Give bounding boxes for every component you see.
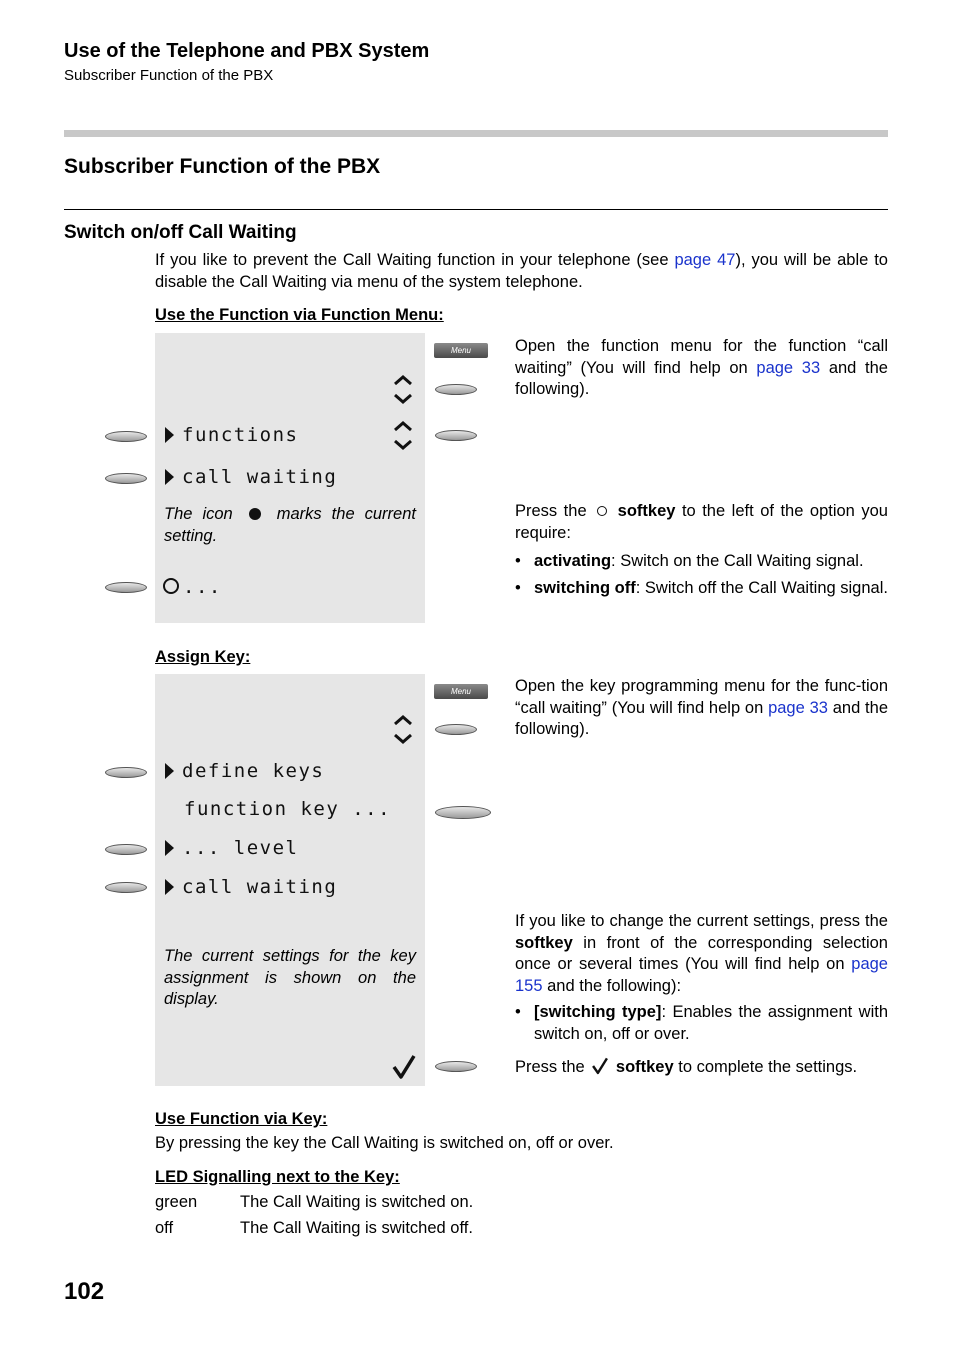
function-menu-step-press: Press the softkey to the left of the option you require: [515,502,888,542]
assign-key-step-change: If you like to change the current settings, press the softkey in front of the corresponding selection once or several times (You will find help on page 155 and the following): [515,912,888,995]
section-divider [64,209,888,210]
checkmark-icon [591,1057,609,1075]
current-setting-note: The icon marks the current setting. [164,505,416,545]
selection-arrow-icon [165,879,174,895]
bullet-activating: • activating: Switch on the Call Waiting signal. [515,552,864,570]
subsection-title: Switch on/off Call Waiting [64,222,297,243]
function-key[interactable] [435,806,491,819]
function-menu-step-open: Open the function menu for the function “call waiting” (You will find help on page 33 and the following). [515,337,888,398]
led-description: The Call Waiting is switched off. [240,1219,473,1237]
empty-circle-icon [597,506,607,516]
bullet-switching-off: • switching off: Switch off the Call Waiting signal. [515,579,888,597]
page-link[interactable]: page 33 [756,358,821,377]
assign-key-heading: Assign Key: [155,648,251,666]
led-state: off [155,1219,174,1237]
function-menu-heading: Use the Function via Function Menu: [155,306,444,324]
selection-arrow-icon [165,427,174,443]
menu-key[interactable]: Menu [434,343,488,358]
intro-paragraph: If you like to prevent the Call Waiting function in your telephone (see page 47), you will be able to disable the Call Waiting via menu of the system telephone. [155,251,888,291]
softkey-left[interactable] [105,882,147,893]
page-link[interactable]: page 155 [515,955,888,995]
page-link[interactable]: page 47 [674,251,736,269]
lcd-line-define-keys: define keys [165,760,324,782]
selection-arrow-icon [165,763,174,779]
section-title: Subscriber Function of the PBX [64,155,381,178]
scroll-up-down-icon [392,712,414,748]
selection-arrow-icon [165,469,174,485]
use-via-key-heading: Use Function via Key: [155,1110,328,1128]
lcd-line-function-key: function key ... [184,798,392,820]
scroll-key[interactable] [435,724,477,735]
checkmark-icon [392,1054,416,1080]
scroll-key[interactable] [435,384,477,395]
running-header-title: Use of the Telephone and PBX System [64,40,430,62]
empty-circle-icon [163,578,179,594]
assign-key-step-open: Open the key programming menu for the func-tion “call waiting” (You will find help on page 33 and the following). [515,677,888,738]
page-link[interactable]: page 33 [768,698,828,717]
menu-key[interactable]: Menu [434,684,488,699]
led-state: green [155,1193,198,1211]
softkey-left[interactable] [105,431,147,442]
bullet-switching-type: • [switching type]: Enables the assignment with switch on, off or over. [515,1003,888,1043]
softkey-left[interactable] [105,844,147,855]
led-heading: LED Signalling next to the Key: [155,1168,400,1186]
key-assignment-note: The current settings for the key assignment is shown on the display. [164,947,416,1008]
lcd-line-functions: functions [165,424,298,446]
lcd-line-option: ... [163,576,222,598]
scroll-up-down-icon [392,372,414,408]
lcd-line-call-waiting: call waiting [165,466,337,488]
softkey-left[interactable] [105,473,147,484]
softkey-left[interactable] [105,767,147,778]
running-header-subtitle: Subscriber Function of the PBX [64,67,274,84]
selection-arrow-icon [165,840,174,856]
scroll-up-down-icon [392,418,414,454]
filled-circle-icon [249,508,261,520]
assign-key-step-complete: Press the softkey to complete the settings. [515,1058,858,1076]
scroll-key[interactable] [435,430,477,441]
page-number: 102 [64,1278,105,1305]
lcd-line-call-waiting: call waiting [165,876,337,898]
use-via-key-text: By pressing the key the Call Waiting is switched on, off or over. [155,1134,614,1152]
ok-softkey[interactable] [435,1061,477,1072]
lcd-line-level: ... level [165,837,298,859]
led-description: The Call Waiting is switched on. [240,1193,474,1211]
softkey-left[interactable] [105,582,147,593]
header-divider [64,130,888,137]
